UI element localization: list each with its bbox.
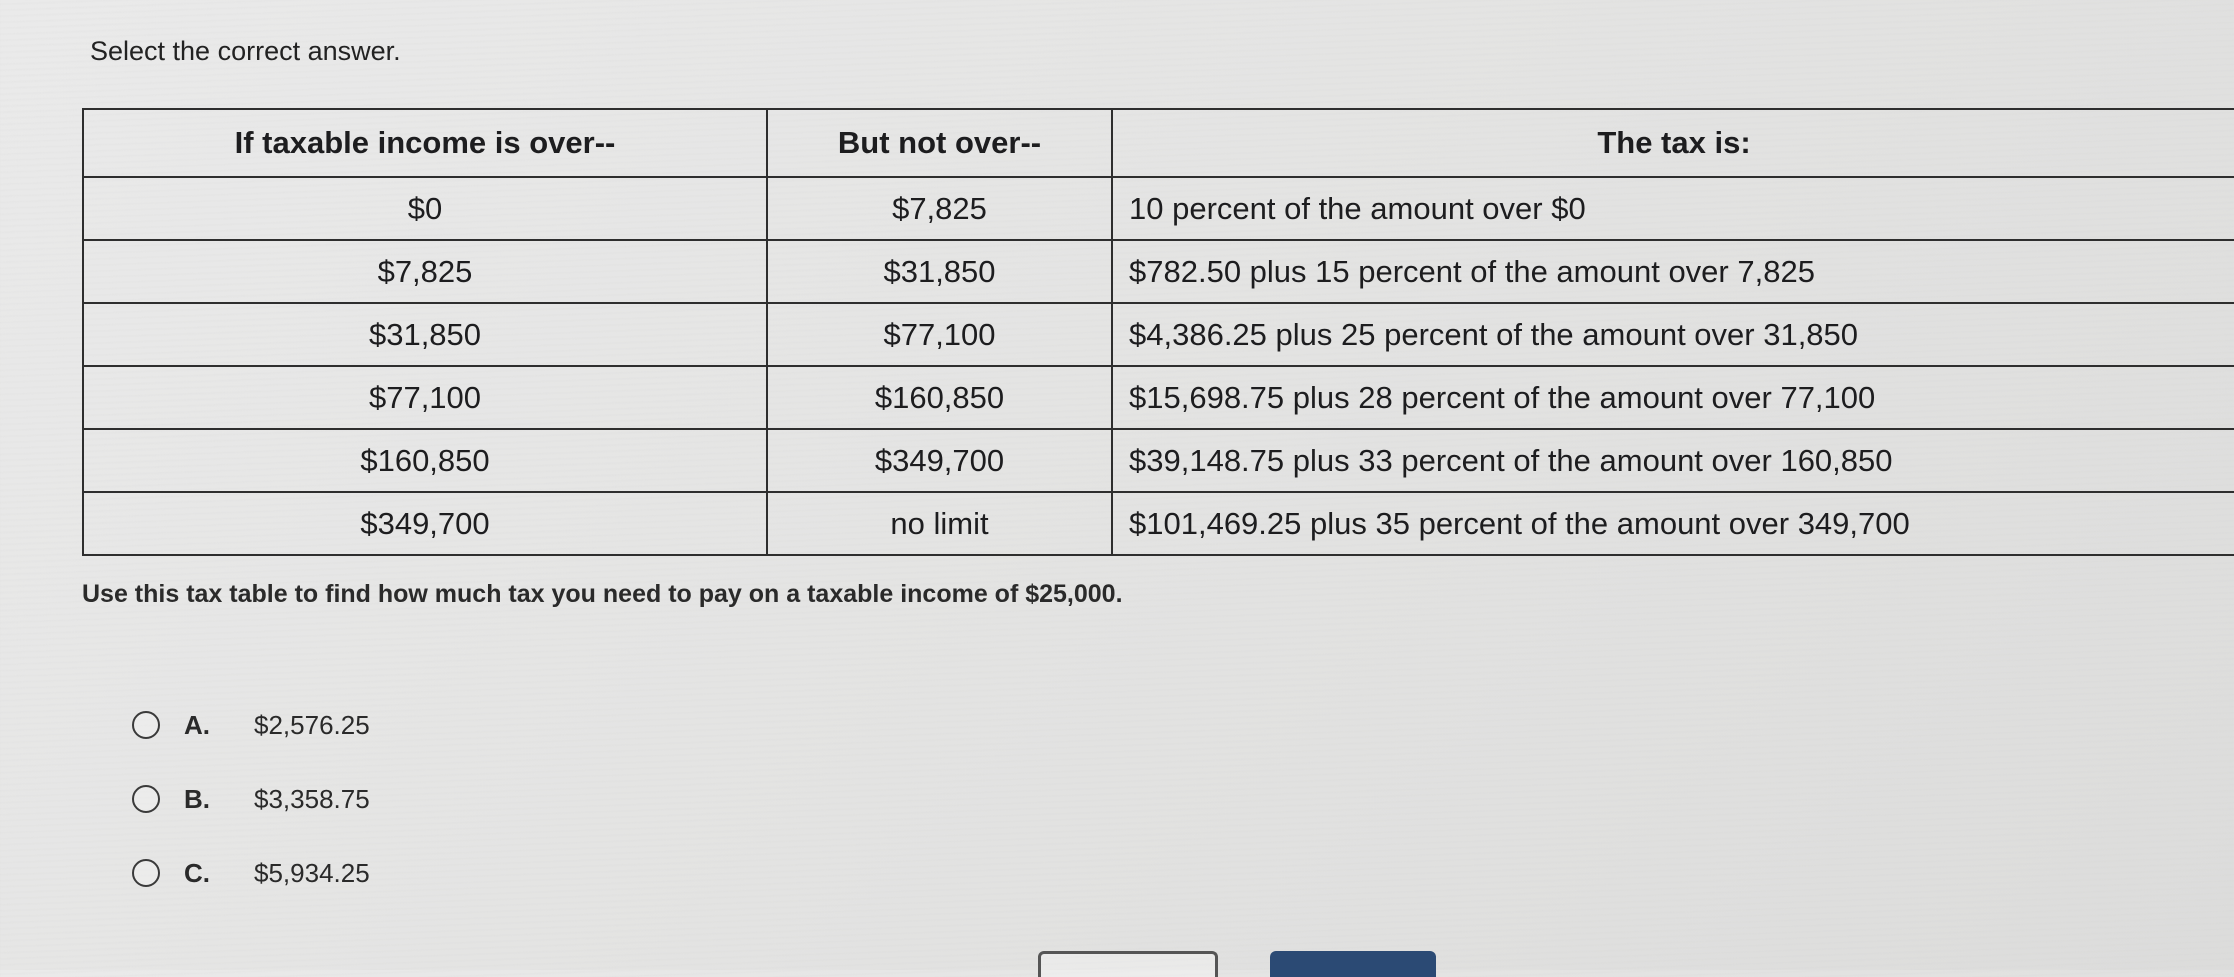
radio-icon[interactable] <box>132 711 160 739</box>
radio-icon[interactable] <box>132 859 160 887</box>
cell-tax: $101,469.25 plus 35 percent of the amount over 349,700 <box>1112 492 2234 555</box>
option-a[interactable] <box>132 688 370 762</box>
cell-tax: 10 percent of the amount over $0 <box>1112 177 2234 240</box>
cell-over: $160,850 <box>83 429 767 492</box>
cell-tax: $39,148.75 plus 33 percent of the amount over 160,850 <box>1112 429 2234 492</box>
table-row <box>83 177 2234 240</box>
option-value: $2,576.25 <box>254 709 370 740</box>
column-header-not-over: But not over-- <box>767 109 1112 177</box>
cell-tax: $782.50 plus 15 percent of the amount over 7,825 <box>1112 240 2234 303</box>
option-value: $3,358.75 <box>254 783 370 814</box>
cell-not-over: no limit <box>767 492 1112 555</box>
cell-not-over: $77,100 <box>767 303 1112 366</box>
cell-not-over: $349,700 <box>767 429 1112 492</box>
cell-tax: $4,386.25 plus 25 percent of the amount over 31,850 <box>1112 303 2234 366</box>
cell-over: $77,100 <box>83 366 767 429</box>
tax-table <box>82 108 2234 556</box>
radio-icon[interactable] <box>132 785 160 813</box>
option-b[interactable] <box>132 762 370 836</box>
table-row <box>83 366 2234 429</box>
table-row <box>83 303 2234 366</box>
option-value: $5,934.25 <box>254 857 370 888</box>
cell-not-over: $31,850 <box>767 240 1112 303</box>
table-row <box>83 429 2234 492</box>
cell-not-over: $7,825 <box>767 177 1112 240</box>
secondary-button[interactable] <box>1038 951 1218 977</box>
table-row <box>83 240 2234 303</box>
option-letter: B. <box>184 783 210 814</box>
prompt-text: Select the correct answer. <box>90 36 401 66</box>
question-text: Use this tax table to find how much tax you need to pay on a taxable income of $25,000. <box>82 580 1123 608</box>
column-header-tax: The tax is: <box>1112 109 2234 177</box>
cell-tax: $15,698.75 plus 28 percent of the amount over 77,100 <box>1112 366 2234 429</box>
answer-options <box>132 688 370 910</box>
table-row <box>83 492 2234 555</box>
column-header-over: If taxable income is over-- <box>83 109 767 177</box>
primary-button[interactable] <box>1270 951 1436 977</box>
cell-not-over: $160,850 <box>767 366 1112 429</box>
option-letter: C. <box>184 857 210 888</box>
option-letter: A. <box>184 709 210 740</box>
cell-over: $349,700 <box>83 492 767 555</box>
cell-over: $0 <box>83 177 767 240</box>
option-c[interactable] <box>132 836 370 910</box>
cell-over: $31,850 <box>83 303 767 366</box>
table-header-row <box>83 109 2234 177</box>
cell-over: $7,825 <box>83 240 767 303</box>
